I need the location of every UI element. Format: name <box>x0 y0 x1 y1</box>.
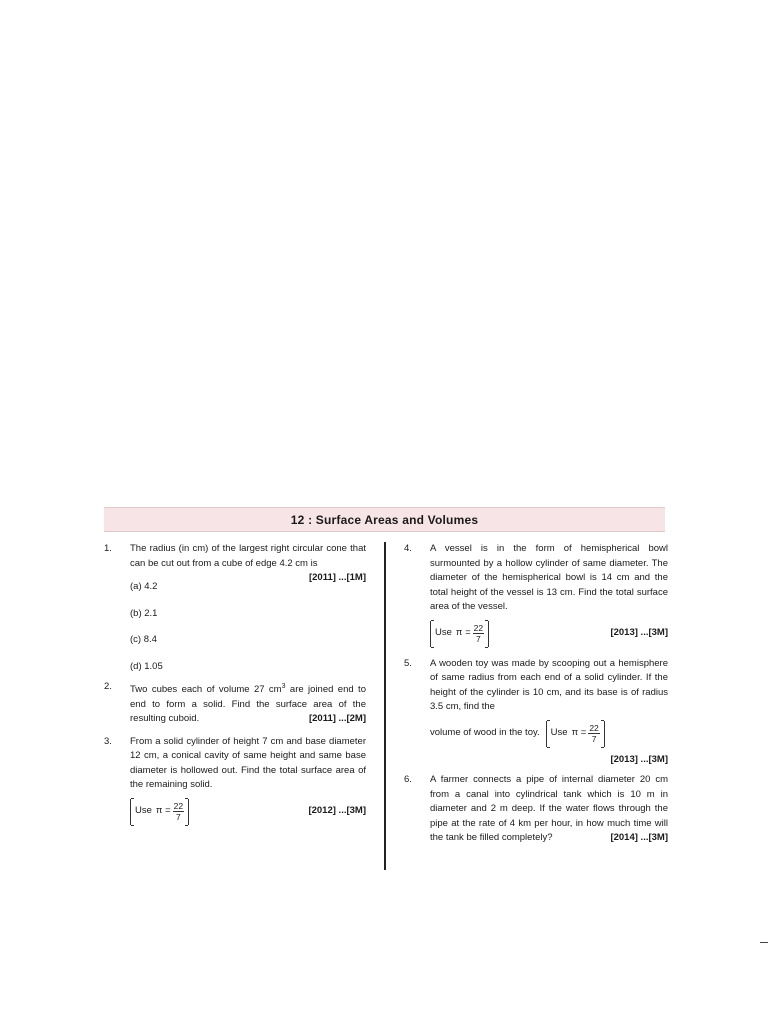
column-divider <box>384 542 386 870</box>
chapter-banner <box>104 507 665 532</box>
question-text: The radius (in cm) of the largest right circular cone that can be cut out from a cube of edge 4.2 cm is [2011] ...[1M] <box>130 542 366 571</box>
question-marks: [2013] ...[3M] <box>610 627 668 639</box>
question-number: 4. <box>404 543 412 554</box>
question-marks: [2013] ...[3M] <box>610 753 668 765</box>
option-d: (d) 1.05 <box>130 660 163 672</box>
question-number: 6. <box>404 774 412 785</box>
fraction: $\frac{22}{7}$ <box>589 723 599 744</box>
question-marks: [2012] ...[3M] <box>308 805 366 817</box>
question-number: 2. <box>104 681 112 692</box>
question-1 <box>104 542 366 583</box>
pi-note-row <box>430 621 668 647</box>
question-number: 5. <box>404 657 412 669</box>
question-text: From a solid cylinder of height 7 cm and base diameter 12 cm, a conical cavity of same height and same base diameter is hollowed out. Find the total surface area of the remaining solid. <box>130 735 366 791</box>
question-text: A farmer connects a pipe of internal diameter 20 cm from a canal into cylindrical tank which is 10 m in diameter and 2 m deep. If the water flows through the pipe at the rate of 4 km per hour, in how much time will the tank be filled completely? [2014] ...[3M] <box>430 773 668 846</box>
page-edge-mark <box>760 942 768 943</box>
question-text: Two cubes each of volume 27 $cm^3$ are joined end to end to form a solid. Find the surface area of the resulting cuboid. [2011] ...[2M] <box>130 680 366 727</box>
pi-note: Use π = $\frac{22}{7}$ <box>130 799 189 825</box>
question-5-end: volume of wood in the toy. Use π = $\frac{22}{7}$ <box>430 721 668 747</box>
option-a: (a) 4.2 <box>130 581 158 592</box>
fraction: $\frac{22}{7}$ <box>473 623 484 644</box>
pi-note-row <box>130 799 366 825</box>
chapter-title: 12 : Surface Areas and Volumes <box>290 512 479 527</box>
question-number: 3. <box>104 735 112 747</box>
option-c: (c) 8.4 <box>130 634 157 645</box>
left-column <box>104 542 366 825</box>
question-4 <box>404 542 668 647</box>
question-5 <box>404 657 668 768</box>
pi-note: Use π = $\frac{22}{7}$ <box>430 621 489 647</box>
question-marks: [2011] ...[1M] <box>308 572 366 583</box>
question-text: A wooden toy was made by scooping out a hemisphere of same radius from each end of a solid cylinder. If the height of the cylinder is 10 cm, and its base is of radius 3.5 cm, find the <box>430 657 668 712</box>
question-3 <box>104 735 366 825</box>
pi-note: Use π = $\frac{22}{7}$ <box>546 721 605 747</box>
right-column <box>404 542 668 846</box>
fraction: $\frac{22}{7}$ <box>173 801 184 823</box>
question-number: 1. <box>104 543 112 554</box>
question-marks: [2011] ...[2M] <box>308 713 366 725</box>
question-6 <box>404 773 668 846</box>
question-2 <box>104 680 366 727</box>
option-b: (b) 2.1 <box>130 607 158 619</box>
question-text: A vessel is in the form of hemispherical bowl surmounted by a hollow cylinder of same diameter. The diameter of the hemispherical bowl is 14 cm and the total height of the vessel is 13 cm. Find the total surface area of the vessel. <box>430 543 668 612</box>
question-marks: [2014] ...[3M] <box>610 832 668 843</box>
